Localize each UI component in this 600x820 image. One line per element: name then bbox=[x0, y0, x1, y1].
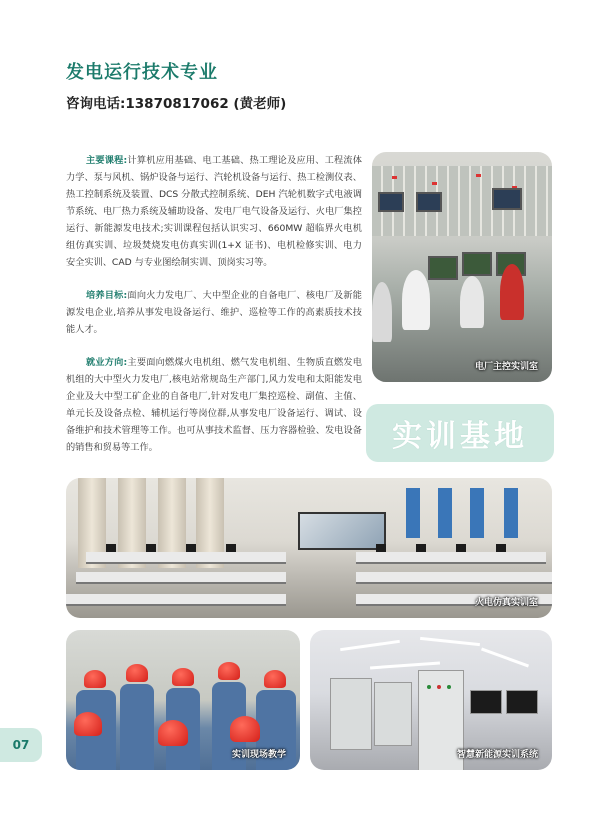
simulation-lab-photo bbox=[66, 478, 552, 618]
section-label: 主要课程: bbox=[86, 155, 128, 166]
page-number-tab bbox=[0, 728, 42, 762]
section-text: 面向火力发电厂、大中型企业的自备电厂、核电厂及新能源发电企业,培养从事发电设备运行、维护、巡检等工作的高素质技术技能人才。 bbox=[66, 290, 362, 335]
control-room-photo bbox=[372, 152, 552, 382]
section-label: 培养目标: bbox=[86, 290, 128, 301]
photo-caption: 智慧新能源实训系统 bbox=[456, 750, 538, 760]
section-courses bbox=[66, 152, 362, 271]
training-base-banner bbox=[366, 404, 554, 462]
onsite-teaching-photo bbox=[66, 630, 300, 770]
page-number: 07 bbox=[12, 738, 30, 752]
photo-caption: 火电仿真实训室 bbox=[474, 598, 538, 608]
program-description bbox=[66, 152, 362, 472]
section-goals bbox=[66, 287, 362, 338]
section-text: 主要面向燃煤火电机组、燃气发电机组、生物质直燃发电机组的大中型火力发电厂,核电站常规岛生产部门,风力发电和太阳能发电企业及大中型工矿企业的自备电厂,针对发电厂集控巡检、副值、主值、单元长及设备点检、辅机运行等岗位群,从事发电厂设备运行、调试、设备维护和技术管理等工作。也可从事技术监督、压力容器检验、发电设备的销售和贸易等工作。 bbox=[66, 357, 362, 453]
section-text: 计算机应用基础、电工基础、热工理论及应用、工程流体力学、泵与风机、锅炉设备与运行、汽轮机设备与运行、热工检测仪表、热工控制系统及装置、DCS 分散式控制系统、DEH 汽轮机数字式电液调节系统、电厂热力系统及辅助设备、发电厂电气设备及运行、火电厂集控运行、新能源发电技术;实训课程包括认识实习、660MW 超临界火电机组仿真实训、垃圾焚烧发电仿真实训(1+X 证书)、电机检修实训、电力安全实训、CAD 与专业图绘制实训、顶岗实习等。 bbox=[66, 155, 362, 268]
large-display bbox=[298, 512, 386, 550]
section-label: 就业方向: bbox=[86, 357, 128, 368]
banner-text: 实训基地 bbox=[392, 419, 528, 454]
contact-phone: 咨询电话:13870817062 (黄老师) bbox=[66, 96, 287, 112]
page-title: 发电运行技术专业 bbox=[66, 62, 218, 83]
photo-caption: 实训现场教学 bbox=[231, 750, 286, 760]
photo-caption: 电厂主控实训室 bbox=[474, 362, 538, 372]
section-careers bbox=[66, 354, 362, 456]
new-energy-system-photo bbox=[310, 630, 552, 770]
